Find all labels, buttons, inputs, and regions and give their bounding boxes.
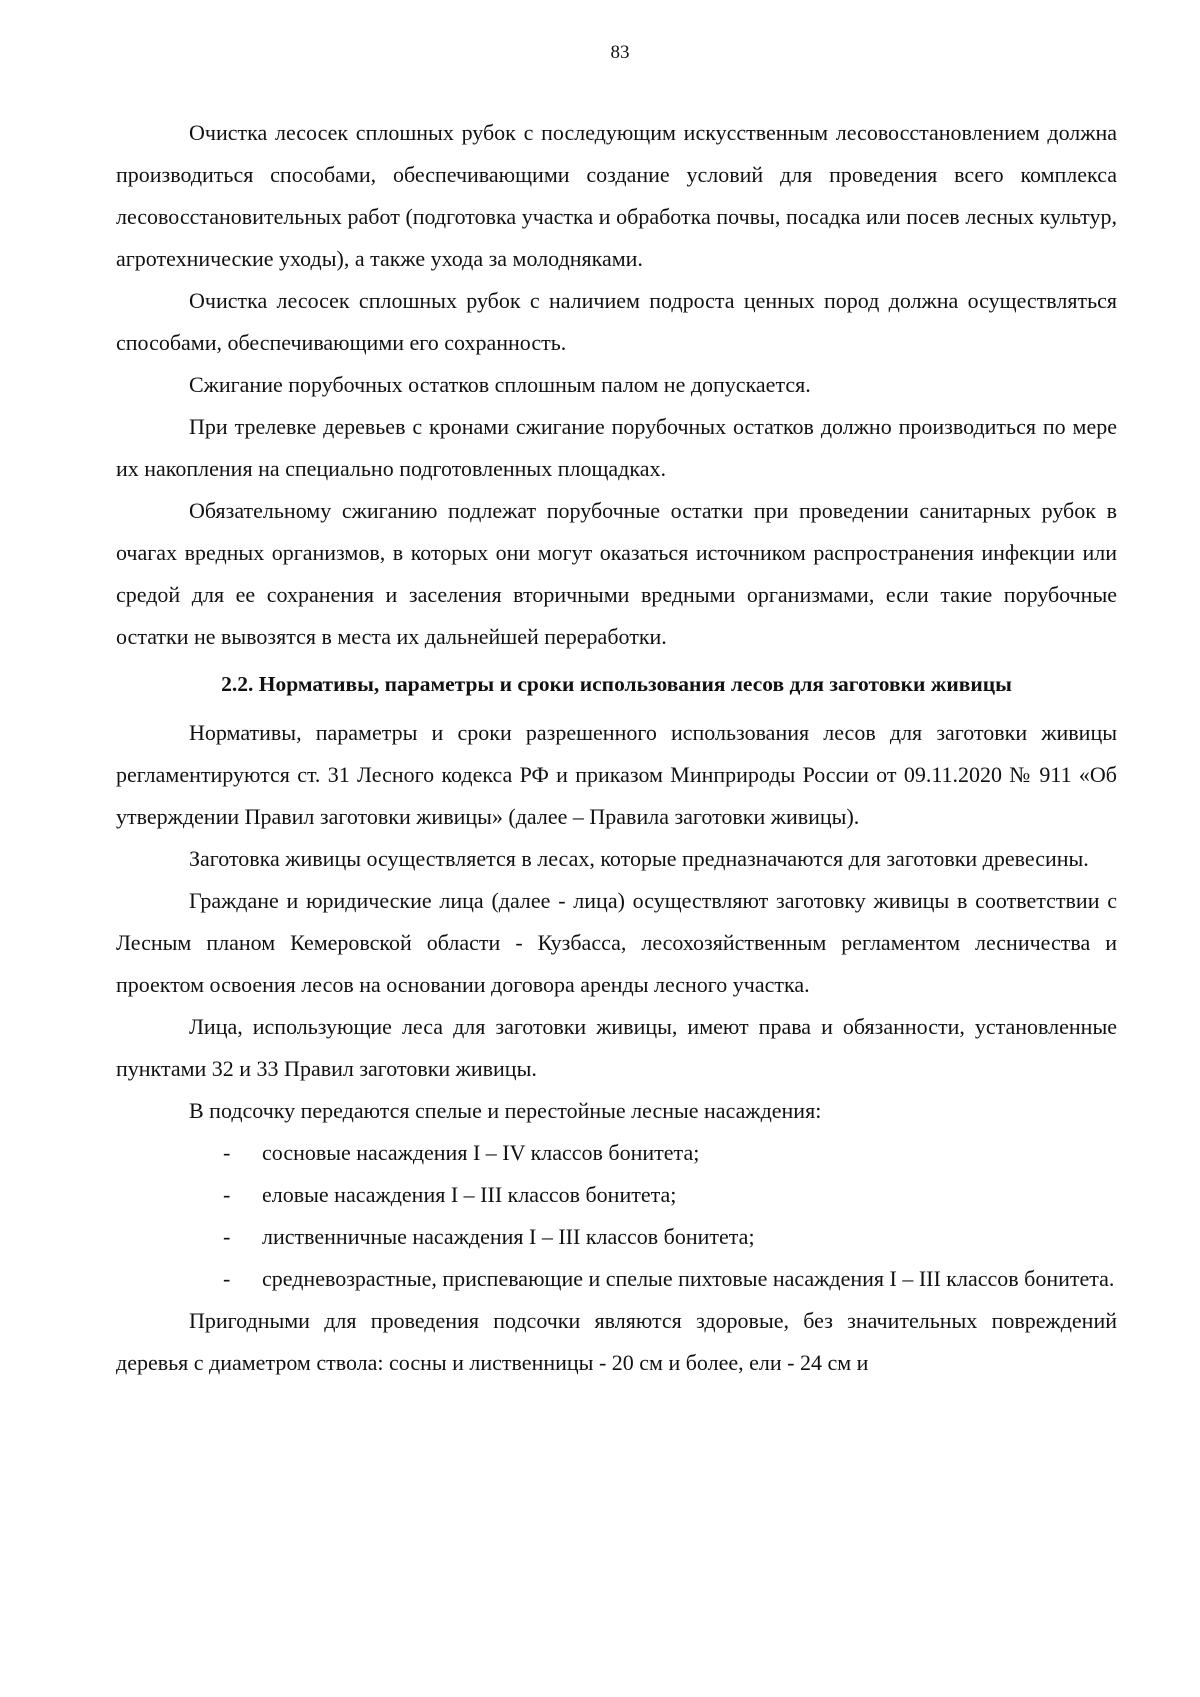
paragraph-tapping-stands: В подсочку передаются спелые и перестойные лесные насаждения: xyxy=(189,1098,822,1123)
page-number: 83 xyxy=(610,42,630,63)
paragraph-rights-obligations: Лица, использующие леса для заготовки живицы, имеют права и обязанности, установленные пунктами 32 и 33 Правил заготовки живицы. xyxy=(116,1014,1117,1081)
list-item-text: лиственничные насаждения I – III классов бонитета; xyxy=(262,1224,755,1249)
list-item-text: еловые насаждения I – III классов бонитета; xyxy=(262,1182,677,1207)
list-item xyxy=(116,1216,1117,1258)
paragraph-skidding-burning: При трелевке деревьев с кронами сжигание порубочных остатков должно производиться по мере их накопления на специально подготовленных площадках. xyxy=(116,414,1117,481)
paragraph-mandatory-burning: Обязательному сжиганию подлежат порубочные остатки при проведении санитарных рубок в очагах вредных организмов, в которых они могут оказаться источником распространения инфекции или средой для ее сохранения и заселения вторичными вредными организмами, если такие порубочные остатки не вывозятся в места их дальнейшей переработки. xyxy=(116,498,1117,649)
paragraph-regulations: Нормативы, параметры и сроки разрешенного использования лесов для заготовки живицы регламентируются ст. 31 Лесного кодекса РФ и приказом Минприроды России от 09.11.2020 № 911 «Об утверждении Правил заготовки живицы» (далее – Правила заготовки живицы). xyxy=(116,720,1117,829)
list-item xyxy=(116,1258,1117,1300)
list-bullet: - xyxy=(223,1266,231,1291)
document-body xyxy=(116,112,1117,1384)
paragraph-resin-forests: Заготовка живицы осуществляется в лесах, которые предназначаются для заготовки древесины. xyxy=(189,846,1089,871)
paragraph-suitable-trees: Пригодными для проведения подсочки являются здоровые, без значительных повреждений деревья с диаметром ствола: сосны и лиственницы - 20 см и более, ели - 24 см и xyxy=(116,1308,1117,1375)
list-item-text: сосновые насаждения I – IV классов бонитета; xyxy=(262,1140,700,1165)
paragraph-burning-prohibited: Сжигание порубочных остатков сплошным палом не допускается. xyxy=(189,372,811,397)
list-item-text: средневозрастные, приспевающие и спелые пихтовые насаждения I – III классов бонитета. xyxy=(262,1266,1115,1291)
paragraph-clearing-artificial-regeneration: Очистка лесосек сплошных рубок с последующим искусственным лесовосстановлением должна производиться способами, обеспечивающими создание условий для проведения всего комплекса лесовосстановительных работ (подготовка участка и обработка почвы, посадка или посев лесных культур, агротехнические уходы), а также ухода за молодняками. xyxy=(116,120,1117,271)
list-item xyxy=(116,1174,1117,1216)
paragraph-citizens-entities: Граждане и юридические лица (далее - лица) осуществляют заготовку живицы в соответствии с Лесным планом Кемеровской области - Кузбасса, лесохозяйственным регламентом лесничества и проектом освоения лесов на основании договора аренды лесного участка. xyxy=(116,888,1117,997)
list-bullet: - xyxy=(223,1224,231,1249)
section-heading: 2.2. Нормативы, параметры и сроки использования лесов для заготовки живицы xyxy=(221,672,1012,696)
list-bullet: - xyxy=(223,1182,231,1207)
list-bullet: - xyxy=(223,1140,231,1165)
paragraph-clearing-with-undergrowth: Очистка лесосек сплошных рубок с наличием подроста ценных пород должна осуществляться способами, обеспечивающими его сохранность. xyxy=(116,288,1117,355)
stand-list xyxy=(116,1132,1117,1300)
list-item xyxy=(116,1132,1117,1174)
